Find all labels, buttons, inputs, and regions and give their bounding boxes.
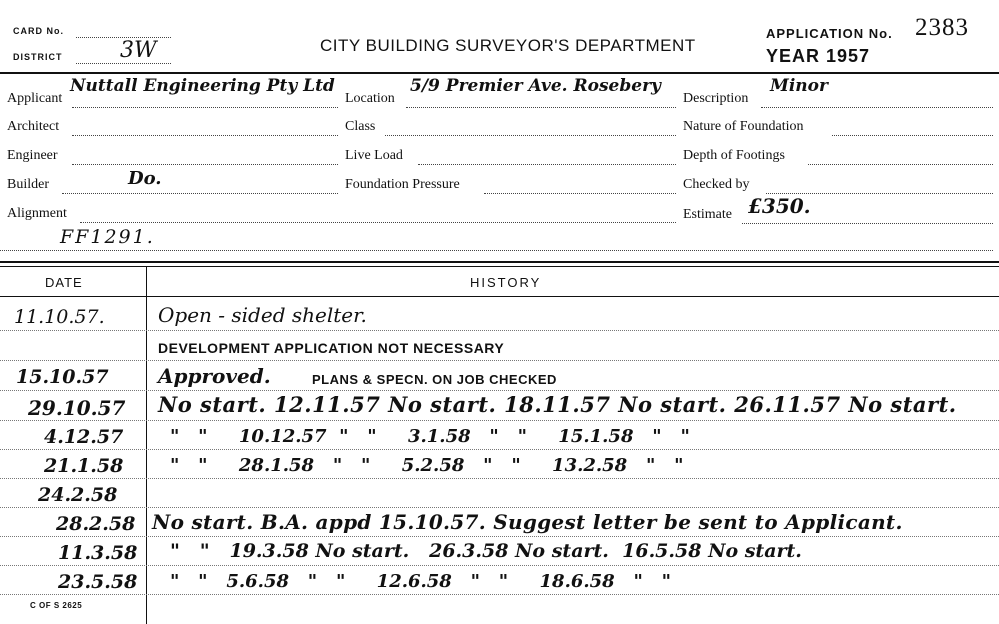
foundation-pressure-line [484, 193, 676, 194]
history-date: 24.2.58 [38, 484, 118, 506]
form-code: C OF S 2625 [30, 601, 83, 610]
history-date: 11.10.57. [14, 306, 105, 328]
builder-label: Builder [7, 177, 49, 192]
application-label: APPLICATION No. [766, 26, 893, 41]
date-header: DATE [45, 275, 83, 290]
card-no-label: CARD No. [13, 26, 64, 36]
history-row-line [0, 507, 999, 508]
history-row-line [0, 536, 999, 537]
history-entry: No start. 12.11.57 No start. 18.11.57 No start. 26.11.57 No start. [158, 392, 957, 417]
application-number: 2383 [915, 14, 969, 41]
architect-label: Architect [7, 119, 60, 134]
history-row-line [0, 478, 999, 479]
history-date: 21.1.58 [44, 455, 124, 477]
department-title: CITY BUILDING SURVEYOR'S DEPARTMENT [320, 36, 696, 55]
district-line [76, 63, 171, 64]
description-label: Description [683, 91, 749, 106]
builder-value: Do. [128, 168, 162, 189]
applicant-value: Nuttall Engineering Pty Ltd [70, 76, 335, 96]
foundation-pressure-label: Foundation Pressure [345, 177, 460, 192]
history-entry: " " 10.12.57 " " 3.1.58 " " 15.1.58 " " [170, 426, 690, 447]
history-date: 28.2.58 [56, 513, 136, 535]
history-row-line [0, 360, 999, 361]
nature-line [832, 135, 993, 136]
location-label: Location [345, 91, 395, 106]
estimate-value: £350. [748, 194, 811, 218]
date-column-divider [146, 266, 147, 624]
history-row-line [0, 420, 999, 421]
history-entry: Approved. [158, 364, 271, 388]
builder-line [62, 193, 338, 194]
plans-checked-stamp: PLANS & SPECN. ON JOB CHECKED [312, 372, 557, 387]
estimate-label: Estimate [683, 207, 732, 222]
history-date: 23.5.58 [58, 571, 138, 593]
ff-note: FF1291. [60, 226, 155, 248]
checked-label: Checked by [683, 177, 750, 192]
description-value: Minor [770, 76, 828, 96]
class-label: Class [345, 119, 376, 134]
district-value: 3W [120, 38, 157, 63]
estimate-line [742, 223, 993, 224]
applicant-line [72, 107, 338, 108]
history-date: 15.10.57 [16, 366, 109, 388]
architect-line [72, 135, 338, 136]
depth-label: Depth of Footings [683, 148, 785, 163]
history-row-line [0, 565, 999, 566]
ff-line [0, 250, 993, 251]
description-line [761, 107, 993, 108]
history-entry: Open - sided shelter. [158, 303, 367, 327]
depth-line [808, 164, 993, 165]
history-top-rule [0, 261, 999, 263]
header-rule [0, 72, 999, 74]
class-line [385, 135, 676, 136]
engineer-label: Engineer [7, 148, 58, 163]
nature-label: Nature of Foundation [683, 119, 804, 134]
live-load-line [418, 164, 676, 165]
location-value: 5/9 Premier Ave. Rosebery [410, 76, 661, 96]
alignment-line [80, 222, 676, 223]
history-entry: No start. B.A. appd 15.10.57. Suggest letter be sent to Applicant. [152, 510, 903, 534]
history-header-rule [0, 296, 999, 297]
engineer-line [72, 164, 338, 165]
applicant-label: Applicant [7, 91, 63, 106]
live-load-label: Live Load [345, 148, 403, 163]
district-label: DISTRICT [13, 52, 63, 62]
history-date: 4.12.57 [44, 426, 124, 448]
history-date: 29.10.57 [28, 396, 126, 420]
history-row-line [0, 390, 999, 391]
location-line [406, 107, 676, 108]
year-label: YEAR 1957 [766, 46, 871, 66]
history-top-rule-2 [0, 266, 999, 267]
history-header: HISTORY [470, 275, 542, 290]
history-entry: " " 19.3.58 No start. 26.3.58 No start. 16.5.58 No start. [170, 540, 802, 562]
history-date: 11.3.58 [58, 542, 138, 564]
alignment-label: Alignment [7, 206, 67, 221]
history-entry: " " 5.6.58 " " 12.6.58 " " 18.6.58 " " [170, 571, 672, 592]
history-row-line [0, 330, 999, 331]
history-entry: " " 28.1.58 " " 5.2.58 " " 13.2.58 " " [170, 455, 684, 476]
history-row-line [0, 449, 999, 450]
history-row-line [0, 594, 999, 595]
development-stamp: DEVELOPMENT APPLICATION NOT NECESSARY [158, 340, 505, 356]
